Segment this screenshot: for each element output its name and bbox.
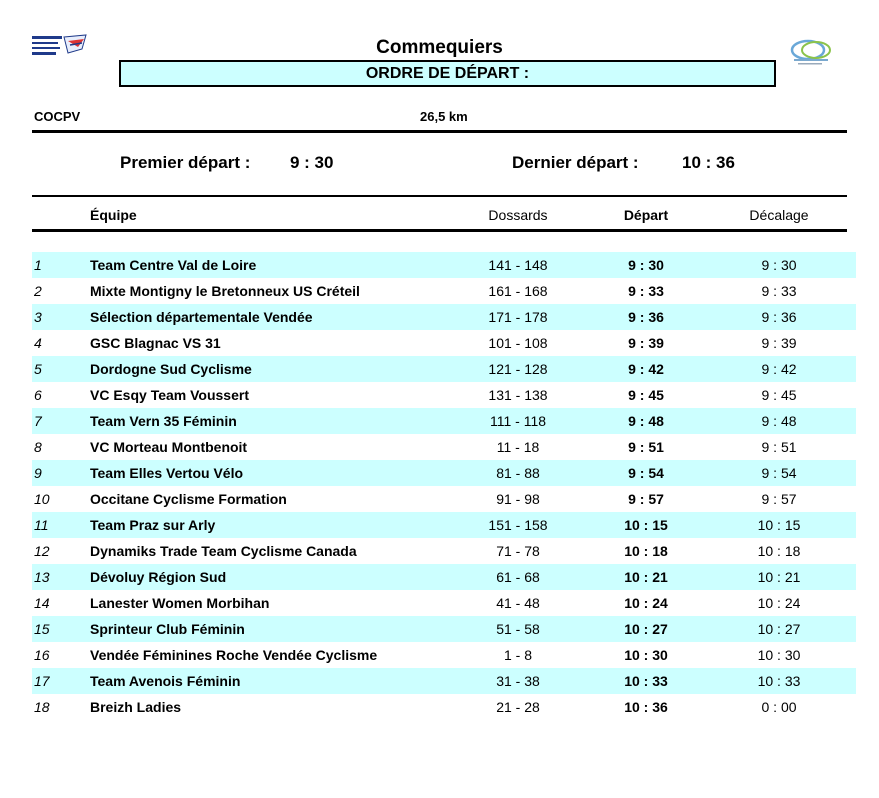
table-row: [32, 694, 856, 720]
table-row: [32, 278, 856, 304]
column-header-offset: Décalage: [749, 207, 809, 223]
table-row: [32, 486, 856, 512]
table-row: [32, 382, 856, 408]
table-row: [32, 252, 856, 278]
bib-range: 1 - 8: [503, 647, 532, 663]
offset-time: 9 : 30: [761, 257, 797, 273]
distance-label: 26,5 km: [420, 109, 468, 124]
bib-range: 51 - 58: [496, 621, 540, 637]
departure-time: 9 : 45: [628, 387, 664, 403]
offset-time: 9 : 42: [761, 361, 797, 377]
row-number: 9: [34, 465, 42, 481]
table-row: [32, 460, 856, 486]
team-name: Sprinteur Club Féminin: [90, 621, 245, 637]
row-number: 17: [34, 673, 50, 689]
team-name: Team Elles Vertou Vélo: [90, 465, 244, 481]
team-name: Mixte Montigny le Bretonneux US Créteil: [90, 283, 360, 299]
offset-time: 9 : 45: [761, 387, 797, 403]
offset-time: 10 : 24: [757, 595, 801, 611]
team-name: Team Avenois Féminin: [90, 673, 241, 689]
offset-time: 9 : 54: [761, 465, 797, 481]
row-number: 7: [34, 413, 42, 429]
page-title: Commequiers: [376, 37, 503, 58]
divider: [32, 130, 847, 133]
offset-time: 10 : 30: [757, 647, 801, 663]
offset-time: 10 : 21: [757, 569, 801, 585]
bib-range: 121 - 128: [488, 361, 548, 377]
departure-time: 9 : 57: [628, 491, 664, 507]
team-name: Team Centre Val de Loire: [90, 257, 257, 273]
row-number: 4: [34, 335, 42, 351]
row-number: 10: [34, 491, 50, 507]
row-number: 11: [34, 517, 49, 533]
team-name: Sélection départementale Vendée: [90, 309, 313, 325]
bib-range: 41 - 48: [496, 595, 540, 611]
row-number: 15: [34, 621, 50, 637]
departure-time: 10 : 30: [624, 647, 668, 663]
table-row: [32, 668, 856, 694]
team-name: VC Morteau Montbenoit: [90, 439, 248, 455]
row-number: 1: [34, 257, 42, 273]
team-name: GSC Blagnac VS 31: [90, 335, 221, 351]
departure-time: 10 : 33: [624, 673, 668, 689]
offset-time: 9 : 36: [761, 309, 797, 325]
last-start-label: Dernier départ :: [512, 153, 639, 172]
bib-range: 91 - 98: [496, 491, 540, 507]
column-header-bibs: Dossards: [488, 207, 548, 223]
first-start-time: 9 : 30: [290, 153, 334, 172]
team-name: VC Esqy Team Voussert: [90, 387, 249, 403]
row-number: 12: [34, 543, 50, 559]
bib-range: 101 - 108: [488, 335, 548, 351]
team-name: Breizh Ladies: [90, 699, 182, 715]
bib-range: 31 - 38: [496, 673, 540, 689]
divider: [32, 229, 847, 232]
team-name: Occitane Cyclisme Formation: [90, 491, 287, 507]
departure-time: 10 : 36: [624, 699, 668, 715]
table-row: [32, 590, 856, 616]
team-name: Team Praz sur Arly: [90, 517, 216, 533]
divider: [32, 195, 847, 197]
row-number: 5: [34, 361, 42, 377]
bib-range: 151 - 158: [488, 517, 548, 533]
team-name: Team Vern 35 Féminin: [90, 413, 237, 429]
organizer-label: COCPV: [34, 109, 81, 124]
table-row: [32, 564, 856, 590]
bib-range: 111 - 118: [489, 413, 547, 429]
bib-range: 161 - 168: [488, 283, 548, 299]
table-row: [32, 616, 856, 642]
table-row: [32, 330, 856, 356]
offset-time: 9 : 39: [761, 335, 797, 351]
departure-time: 9 : 54: [628, 465, 664, 481]
offset-time: 10 : 18: [757, 543, 801, 559]
first-start-label: Premier départ :: [120, 153, 251, 172]
departure-time: 9 : 30: [628, 257, 664, 273]
table-row: [32, 642, 856, 668]
start-order-banner: ORDRE DE DÉPART :: [119, 60, 776, 87]
departure-time: 9 : 33: [628, 283, 664, 299]
departure-time: 10 : 24: [624, 595, 668, 611]
departure-time: 9 : 48: [628, 413, 664, 429]
row-number: 14: [34, 595, 50, 611]
table-row: [32, 408, 856, 434]
offset-time: 9 : 57: [761, 491, 797, 507]
row-number: 13: [34, 569, 50, 585]
row-number: 16: [34, 647, 50, 663]
row-number: 3: [34, 309, 42, 325]
departure-time: 10 : 15: [624, 517, 668, 533]
bib-range: 171 - 178: [488, 309, 548, 325]
table-row: [32, 356, 856, 382]
table-row: [32, 304, 856, 330]
row-number: 6: [34, 387, 42, 403]
offset-time: 10 : 15: [757, 517, 801, 533]
offset-time: 0 : 00: [761, 699, 797, 715]
start-order-table: [32, 252, 856, 720]
table-row: [32, 538, 856, 564]
bib-range: 131 - 138: [488, 387, 548, 403]
team-name: Dynamiks Trade Team Cyclisme Canada: [90, 543, 357, 559]
departure-time: 9 : 51: [628, 439, 664, 455]
team-name: Dévoluy Région Sud: [90, 569, 227, 585]
bib-range: 71 - 78: [496, 543, 540, 559]
departure-time: 9 : 42: [628, 361, 664, 377]
bib-range: 81 - 88: [496, 465, 540, 481]
departure-time: 9 : 39: [628, 335, 664, 351]
bib-range: 61 - 68: [496, 569, 540, 585]
table-row: [32, 434, 856, 460]
offset-time: 9 : 33: [761, 283, 797, 299]
departure-time: 9 : 36: [628, 309, 664, 325]
team-name: Lanester Women Morbihan: [90, 595, 270, 611]
row-number: 18: [34, 699, 50, 715]
offset-time: 10 : 27: [757, 621, 801, 637]
departure-time: 10 : 27: [624, 621, 668, 637]
offset-time: 9 : 51: [761, 439, 797, 455]
bib-range: 141 - 148: [488, 257, 548, 273]
row-number: 8: [34, 439, 42, 455]
last-start-time: 10 : 36: [682, 153, 735, 172]
column-header-departure: Départ: [623, 207, 669, 223]
team-name: Vendée Féminines Roche Vendée Cyclisme: [90, 647, 378, 663]
offset-time: 10 : 33: [757, 673, 801, 689]
bib-range: 21 - 28: [496, 699, 540, 715]
row-number: 2: [34, 283, 42, 299]
team-name: Dordogne Sud Cyclisme: [90, 361, 252, 377]
column-header-team: Équipe: [90, 207, 137, 223]
table-row: [32, 512, 856, 538]
departure-time: 10 : 18: [624, 543, 668, 559]
bib-range: 11 - 18: [496, 439, 540, 455]
departure-time: 10 : 21: [624, 569, 668, 585]
offset-time: 9 : 48: [761, 413, 797, 429]
